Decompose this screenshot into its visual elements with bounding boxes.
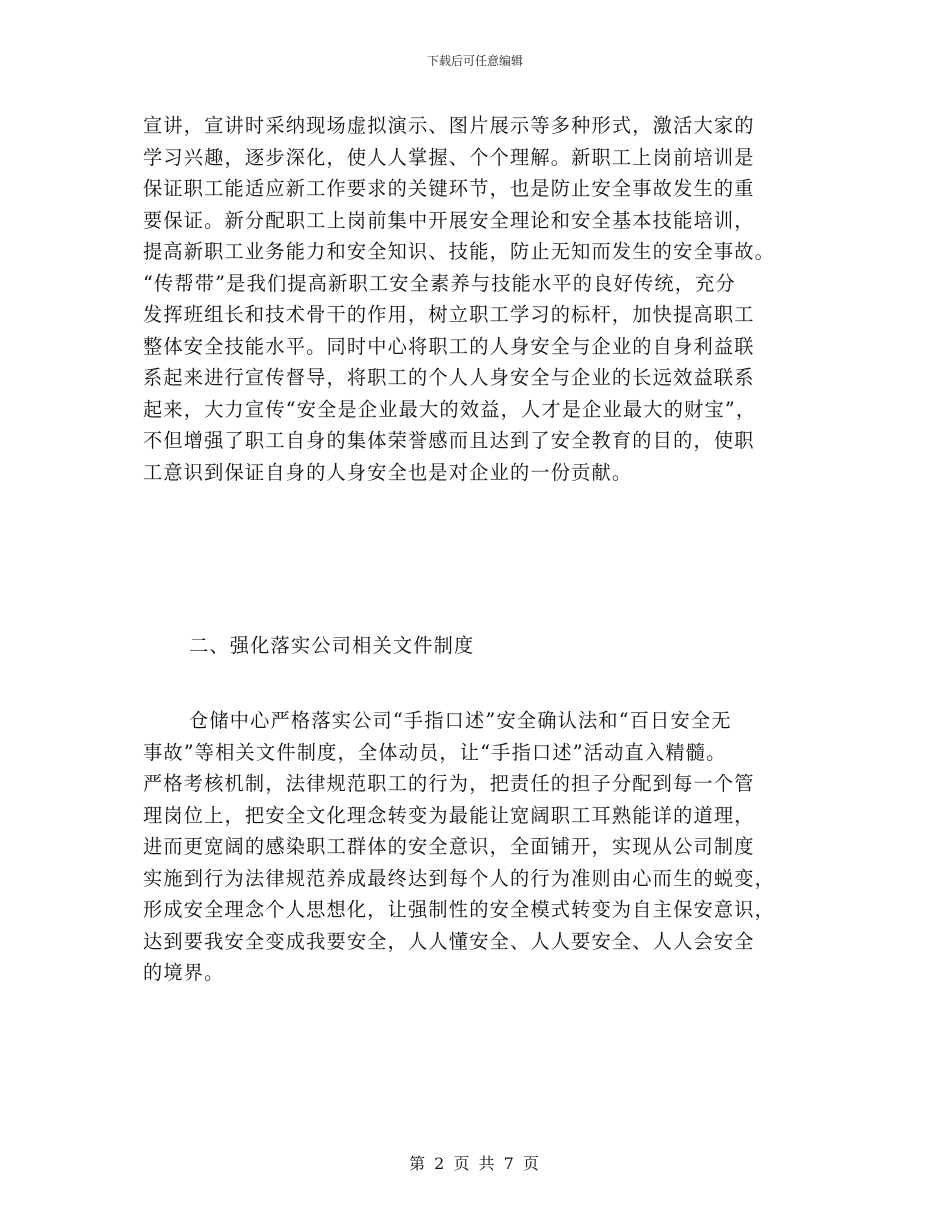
paragraph-line: 严格考核机制，法律规范职工的行为，把责任的担子分配到每一个管 (143, 772, 755, 795)
paragraph-line: “传帮带”是我们提高新职工安全素养与技能水平的良好传统，充分 (143, 271, 736, 295)
paragraph-line: 要保证。新分配职工上岗前集中开展安全理论和安全基本技能培训， (143, 208, 755, 232)
paragraph-line: 工意识到保证自身的人身安全也是对企业的一份贡献。 (143, 460, 633, 484)
section-heading-block (143, 630, 813, 662)
paragraph-line: 学习兴趣，逐步深化，使人人掌握、个个理解。新职工上岗前培训是 (143, 145, 755, 169)
paragraph-line: 达到要我安全变成我要安全，人人懂安全、人人要安全、人人会安全 (143, 929, 755, 953)
paragraph-safety-training (143, 110, 813, 488)
paragraph-line: 整体安全技能水平。同时中心将职工的人身安全与企业的自身利益联 (143, 334, 755, 358)
paragraph-line: 宣讲，宣讲时采纳现场虚拟演示、图片展示等多种形式，激活大家的 (143, 114, 755, 137)
paragraph-line: 进而更宽阔的感染职工群体的安全意识，全面铺开，实现从公司制度 (143, 835, 755, 858)
paragraph-line: 系起来进行宣传督导，将职工的个人人身安全与企业的长远效益联系 (143, 366, 755, 389)
paragraph-line: 仓储中心严格落实公司“手指口述”安全确认法和“百日安全无 (189, 709, 732, 732)
paragraph-line: 事故”等相关文件制度，全体动员，让“手指口述”活动直入精髓。 (143, 740, 727, 764)
paragraph-line: 保证职工能适应新工作要求的关键环节，也是防止安全事故发生的重 (143, 177, 755, 200)
paragraph-line: 不但增强了职工自身的集体荣誉感而且达到了安全教育的目的，使职 (143, 429, 755, 452)
paragraph-line: 实施到行为法律规范养成最终达到每个人的行为准则由心而生的蜕变， (143, 866, 776, 890)
page-header-note: 下载后可任意编辑 (426, 54, 523, 68)
paragraph-line: 理岗位上，把安全文化理念转变为最能让宽阔职工耳熟能详的道理， (143, 803, 755, 827)
paragraph-line: 发挥班组长和技术骨干的作用，树立职工学习的标杆，加快提高职工 (143, 303, 755, 326)
paragraph-line: 起来，大力宣传“安全是企业最大的效益，人才是企业最大的财宝”， (143, 397, 757, 421)
paragraph-line: 的境界。 (143, 961, 225, 984)
section-heading: 二、强化落实公司相关文件制度 (189, 634, 475, 657)
paragraph-line: 提高新职工业务能力和安全知识、技能，防止无知而发生的安全事故。 (143, 240, 776, 263)
page-number: 第 2 页 共 7 页 (409, 1154, 541, 1173)
paragraph-line: 形成安全理念个人思想化，让强制性的安全模式转变为自主保安意识， (143, 898, 776, 921)
paragraph-document-system (143, 705, 813, 989)
